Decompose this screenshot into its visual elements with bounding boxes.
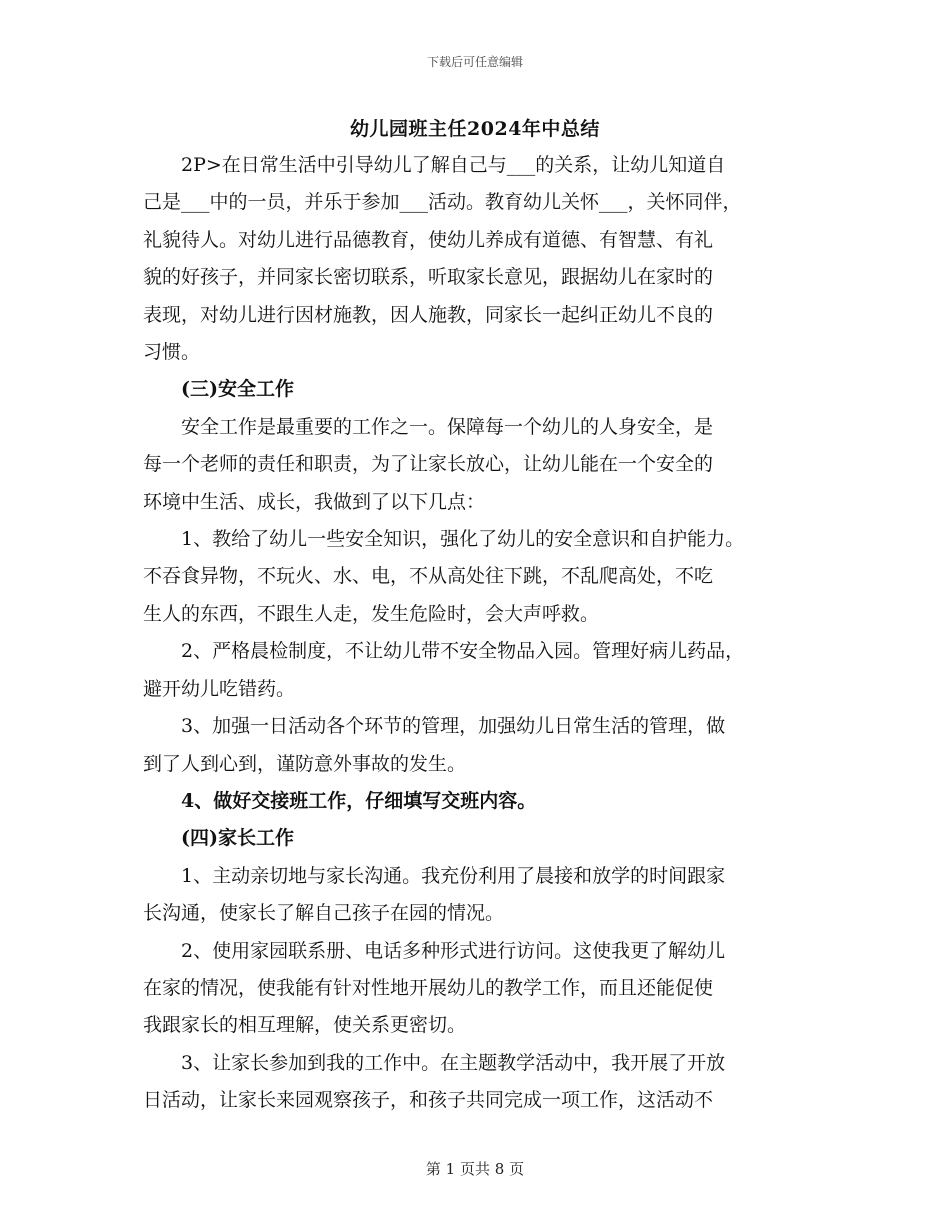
- text-line: 不吞食异物，不玩火、水、电，不从高处往下跳，不乱爬高处，不吃: [143, 565, 714, 588]
- paragraph-intro: [143, 147, 823, 371]
- text-line: 每一个老师的责任和职责，为了让家长放心，让幼儿能在一个安全的: [143, 453, 714, 476]
- text-line: 避开幼儿吃错药。: [143, 677, 296, 700]
- text-line: 貌的好孩子，并同家长密切联系，听取家长意见，跟据幼儿在家时的: [143, 266, 714, 289]
- page-footer: 第 1 页共 8 页: [425, 1160, 525, 1178]
- text-line: 己是___中的一员，并乐于参加___活动。教育幼儿关怀___，关怀同伴，: [143, 191, 742, 214]
- text-line: 2、使用家园联系册、电话多种形式进行访问。这使我更了解幼儿: [181, 939, 726, 962]
- text-line: 环境中生活、成长，我做到了以下几点：: [143, 490, 486, 513]
- text-line: 日活动，让家长来园观察孩子，和孩子共同完成一项工作，这活动不: [143, 1089, 714, 1112]
- paragraph-safety-item-2: [143, 633, 823, 708]
- paragraph-safety-intro: [143, 409, 823, 521]
- paragraph-safety-item-1: [143, 521, 823, 633]
- text-line: 长沟通，使家长了解自己孩子在园的情况。: [143, 902, 505, 925]
- heading-text: (四)家长工作: [181, 827, 294, 850]
- header-note: 下载后可任意编辑: [426, 55, 523, 69]
- text-line: 3、让家长参加到我的工作中。在主题教学活动中，我开展了开放: [181, 1051, 726, 1074]
- heading-text: (三)安全工作: [181, 378, 294, 401]
- text-line: 2、严格晨检制度，不让幼儿带不安全物品入园。管理好病儿药品，: [181, 640, 745, 663]
- text-line: 习惯。: [143, 341, 201, 364]
- text-line: 表现，对幼儿进行因材施教，因人施教，同家长一起纠正幼儿不良的: [143, 303, 714, 326]
- paragraph-parents-item-3: [143, 1045, 823, 1120]
- text-line: 到了人到心到，谨防意外事故的发生。: [143, 752, 467, 775]
- text-line: 在家的情况，使我能有针对性地开展幼儿的教学工作，而且还能促使: [143, 976, 714, 999]
- text-line: 安全工作是最重要的工作之一。保障每一个幼儿的人身安全，是: [181, 415, 714, 438]
- section-heading-parents: [143, 820, 823, 857]
- text-line: 生人的东西，不跟生人走，发生危险时，会大声呼救。: [143, 602, 600, 625]
- paragraph-parents-item-1: [143, 858, 823, 933]
- document-title: 幼儿园班主任2024年中总结: [350, 118, 600, 140]
- text-line: 礼貌待人。对幼儿进行品德教育，使幼儿养成有道德、有智慧、有礼: [143, 228, 714, 251]
- document-body: [143, 147, 823, 1120]
- text-line: 1、主动亲切地与家长沟通。我充份利用了晨接和放学的时间跟家: [181, 864, 726, 887]
- text-line: 我跟家长的相互理解，使关系更密切。: [143, 1014, 467, 1037]
- paragraph-safety-item-3: [143, 708, 823, 783]
- paragraph-safety-item-4: [143, 783, 823, 820]
- paragraph-parents-item-2: [143, 933, 823, 1045]
- text-line: 1、教给了幼儿一些安全知识，强化了幼儿的安全意识和自护能力。: [181, 528, 745, 551]
- text-line: 3、加强一日活动各个环节的管理，加强幼儿日常生活的管理，做: [181, 715, 726, 738]
- text-line: 2P>在日常生活中引导幼儿了解自己与___的关系，让幼儿知道自: [181, 154, 726, 176]
- text-line: 4、做好交接班工作，仔细填写交班内容。: [181, 789, 537, 812]
- section-heading-safety: [143, 371, 823, 408]
